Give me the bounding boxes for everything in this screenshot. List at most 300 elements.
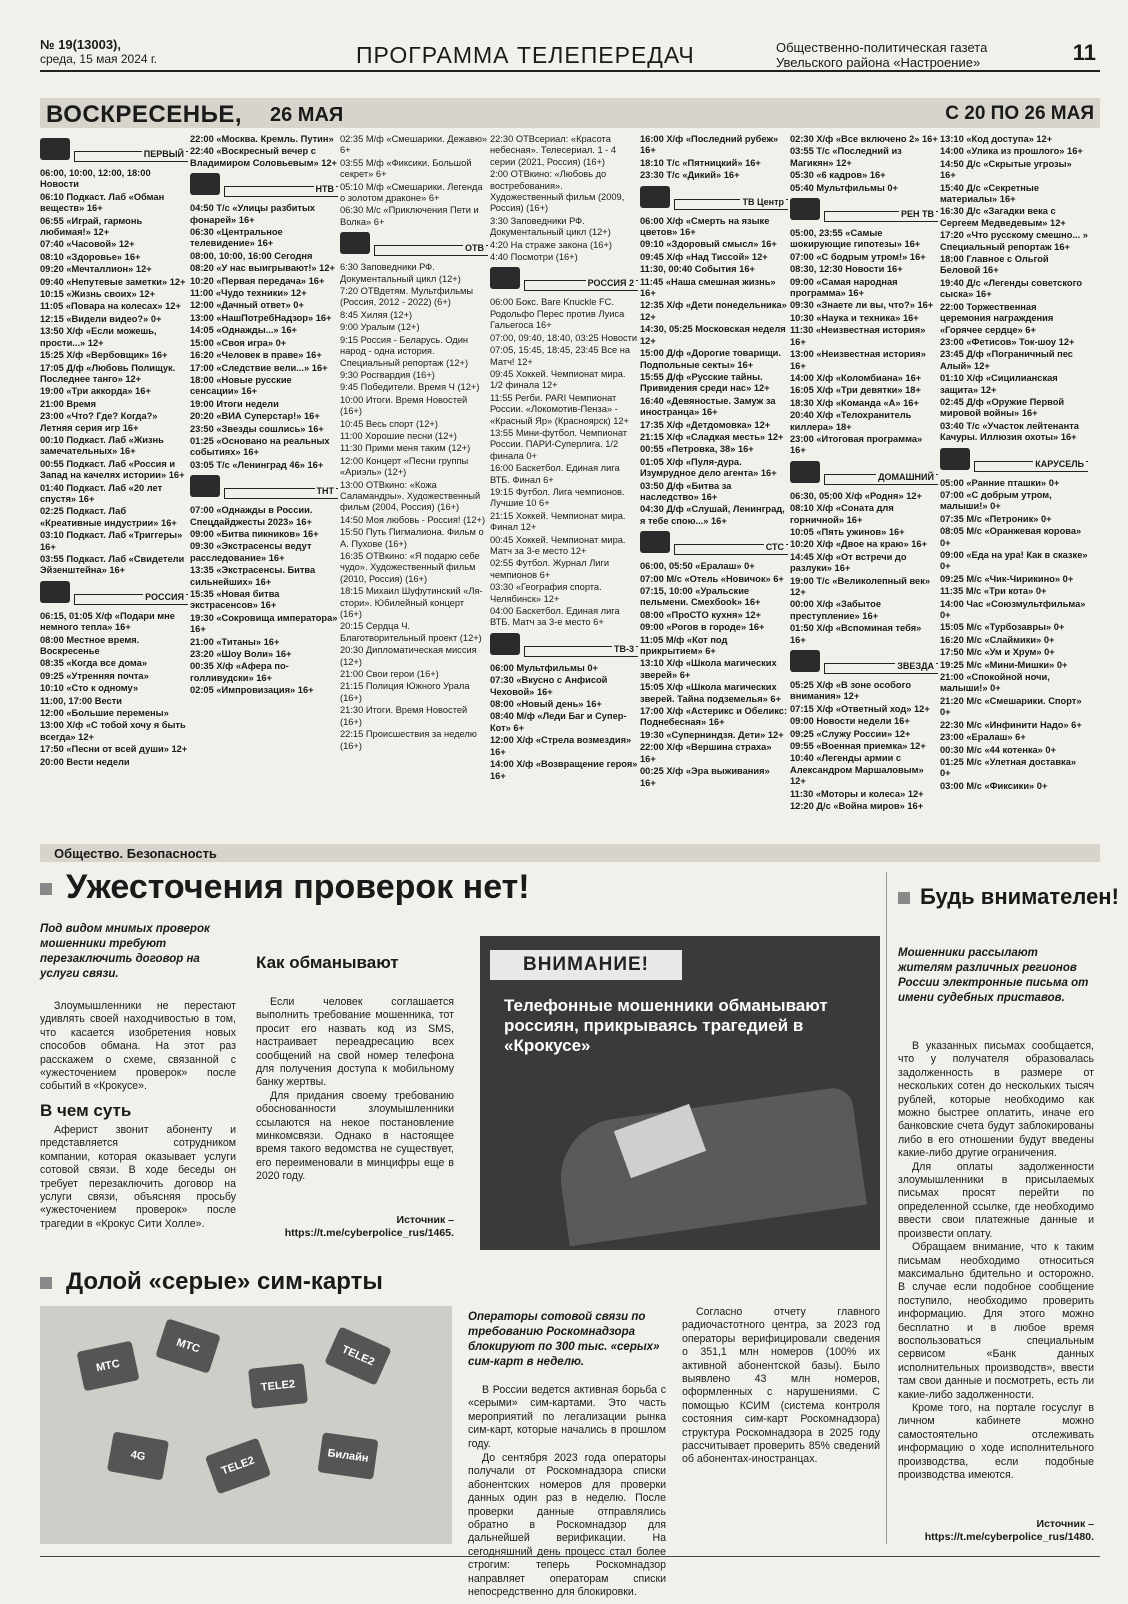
channel-name: ЗВЕЗДА xyxy=(897,661,934,672)
article3-headline xyxy=(40,1268,383,1296)
tv-program: 06:30 М/с «Приключения Пети и Волка» 6+ xyxy=(340,205,479,227)
channel-header xyxy=(40,581,188,607)
channel-logo-icon xyxy=(340,232,370,254)
tv-program: 14:50 Моя любовь - Россия! (12+) xyxy=(340,514,486,525)
issue-number: № 19(13003), xyxy=(40,37,121,52)
tv-program: 01:40 Подкаст. Лаб «20 лет спустя» 16+ xyxy=(40,482,163,504)
tv-program: 07:00 «С добрым утром, малыши!» 0+ xyxy=(940,489,1052,512)
sim-card: TELE2 xyxy=(324,1326,391,1385)
section-title: ПРОГРАММА ТЕЛЕПЕРЕДАЧ xyxy=(356,42,695,68)
tv-program: 11:55 Регби. PARI Чемпионат России. «Локомотив-Пенза» - «Красный Яр» (Красноярск) 12+ xyxy=(490,392,629,426)
article2-lead: Мошенники рассылают жителям различных регионов России электронные письма от имени судебных приставов. xyxy=(898,947,1089,1004)
article1-body2a-text: Если человек соглашается выполнить требование мошенника, тот просит его назвать код из SMS, настраивает переадресацию всех сообщений на свой номер телефона для получения доступа к мобильному банку жертвы. xyxy=(256,996,454,1089)
tv-program: 9:45 Победители. Время Ч (12+) xyxy=(340,382,480,393)
tv-program: 03:10 Подкаст. Лаб «Триггеры» 16+ xyxy=(40,530,183,552)
day-name: ВОСКРЕСЕНЬЕ, xyxy=(46,101,242,128)
page-number: 11 xyxy=(1072,40,1096,65)
tv-program: 13:50 Х/ф «Если можешь, прости...» 12+ xyxy=(40,326,157,348)
sim-card: TELE2 xyxy=(205,1438,271,1495)
tv-program: 14:00 «Улика из прошлого» 16+ xyxy=(940,146,1083,157)
channel-logo-icon xyxy=(40,138,70,160)
channel-header xyxy=(490,267,638,293)
tv-program: 00:00 Х/ф «Забытое преступление» 16+ xyxy=(790,599,881,621)
tv-program: 15:05 Х/ф «Школа магических зверей. Тайна подземелья» 6+ xyxy=(640,682,781,704)
tv-program: 09:10 «Здоровый смысл» 16+ xyxy=(640,239,777,250)
tv-program: 23:30 Т/с «Дикий» 16+ xyxy=(640,170,740,181)
tv-program: 11:05 М/ф «Кот под прикрытием» 6+ xyxy=(640,634,728,657)
channel-name: РЕН ТВ xyxy=(900,209,934,220)
tv-program: 00:30 М/с «44 котенка» 0+ xyxy=(940,744,1057,755)
article3-col2 xyxy=(682,1306,880,1550)
tv-program: 09:00 Новости недели 16+ xyxy=(790,716,910,727)
channel-logo-icon xyxy=(640,531,670,553)
tv-program: 11:35 М/с «Три кота» 0+ xyxy=(940,586,1047,597)
tv-program: 16:20 М/с «Слаймики» 0+ xyxy=(940,634,1055,645)
tv-program: 07:30 «Вкусно с Анфисой Чеховой» 16+ xyxy=(490,675,608,697)
tv-program: 08:00 «ПроСТО кухня» 12+ xyxy=(640,609,761,620)
tv-program: 08:00 «Новый день» 16+ xyxy=(490,699,602,710)
tv-column xyxy=(490,134,638,834)
channel-header xyxy=(790,650,938,676)
channel-header xyxy=(490,633,638,659)
article1-body1 xyxy=(40,1124,236,1231)
tv-program: 08:10 «Здоровье» 16+ xyxy=(40,251,141,262)
tv-program: 15:00 «Своя игра» 0+ xyxy=(190,337,287,348)
tv-program: 09:55 «Военная приемка» 12+ xyxy=(790,741,926,752)
channel-logo-icon xyxy=(490,633,520,655)
paper-line-2: Увельского района «Настроение» xyxy=(776,55,981,70)
channel-header xyxy=(940,448,1088,474)
tv-program: 06:30, 05:00 Х/ф «Родня» 12+ xyxy=(790,490,922,501)
tv-program: 6:30 Заповедники РФ. Документальный цикл (12+) xyxy=(340,262,461,284)
channel-name: ПЕРВЫЙ xyxy=(143,149,184,159)
tv-program: 09:25 «Утренняя почта» xyxy=(40,670,149,681)
tv-program: 11:30 «Моторы и колеса» 12+ xyxy=(790,788,924,799)
tv-program: 06:55 «Играй, гармонь любимая!» 12+ xyxy=(40,215,143,238)
tv-program: 00:10 Подкаст. Лаб «Жизнь замечательных» 16+ xyxy=(40,434,164,457)
tv-program: 4:40 Посмотри (16+) xyxy=(490,252,578,263)
tv-program: 22:00 Торжественная церемония награждения «Горячее сердце» 6+ xyxy=(940,301,1054,335)
tv-program: 20:40 Х/ф «Телохранитель киллера» 18+ xyxy=(790,410,912,432)
tv-program: 16:35 ОТВкино: «Я подарю себе чудо». Художественный фильм (2010, Россия) (16+) xyxy=(340,551,480,584)
channel-logo-icon xyxy=(790,650,820,672)
tv-program: 01:10 Х/ф «Сицилианская защита» 12+ xyxy=(940,373,1058,395)
tv-program: 22:30 М/с «Инфинити Надо» 6+ xyxy=(940,719,1082,730)
tv-program: 23:00 «Что? Где? Когда?» Летняя серия игр 16+ xyxy=(40,411,158,433)
sim-card: МТС xyxy=(76,1341,139,1392)
tv-program: 09:30 «Экстрасенсы ведут расследование» 16+ xyxy=(190,541,312,563)
tv-program: 09:00 «Самая народная программа» 16+ xyxy=(790,276,898,299)
tv-program: 17:50 «Песни от всей души» 12+ xyxy=(40,744,188,755)
tv-program: 11:05 «Повара на колесах» 12+ xyxy=(40,301,181,312)
tv-program: 16:00 Баскетбол. Единая лига ВТБ. Финал 6+ xyxy=(490,463,620,485)
tv-program: 14:00 Х/ф «Возвращение героя» 16+ xyxy=(490,759,638,781)
tv-program: 06:00, 10:00, 12:00, 18:00 Новости xyxy=(40,168,151,190)
tv-program: 03:50 Д/ф «Битва за наследство» 16+ xyxy=(640,480,732,502)
channel-logo-icon xyxy=(640,186,670,208)
page-header xyxy=(40,36,1100,72)
channel-name: РОССИЯ xyxy=(145,591,184,602)
tv-program: 05:00, 23:55 «Самые шокирующие гипотезы» 16+ xyxy=(790,228,921,250)
tv-program: 2:00 ОТВкино: «Любовь до востребования». Художественный фильм (2009, Россия) (16+) xyxy=(490,169,625,214)
column-divider xyxy=(886,872,887,1544)
channel-logo-icon xyxy=(790,461,820,483)
tv-program: 12:00 «Большие перемены» xyxy=(40,708,169,719)
tv-program: 21:20 М/с «Смешарики. Спорт» 0+ xyxy=(940,695,1082,718)
article3-p3: Согласно отчету главного радиочастотного центра, за 2023 год операторы верифицировали сведения о 351,1 млн номеров (100% их активной абонентской базы). Было выявлено 43 млн номеров, оформленных с нарушениями. С помощью КСИМ (система контроля состояния сим-карт Роскомнадзора) структура Роскомнадзора в 2025 году рассчитывает проверить 85% сведений об абонентах-иностранцах. xyxy=(682,1306,880,1466)
tv-program: 11:45 «Наша смешная жизнь» 16+ xyxy=(640,276,776,299)
tv-program: 07:00 «С бодрым утром!» 16+ xyxy=(790,251,926,262)
channel-logo-icon xyxy=(940,448,970,470)
tv-program: 06:15, 01:05 Х/ф «Подари мне немного тепла» 16+ xyxy=(40,610,175,633)
tv-program: 21:00 Время xyxy=(40,398,97,409)
tv-program: 19:00 «Три аккорда» 16+ xyxy=(40,386,151,397)
article2-body xyxy=(898,1040,1094,1482)
photo-banner: ВНИМАНИЕ! xyxy=(490,950,682,980)
tv-program: 19:25 М/с «Мини-Мишки» 0+ xyxy=(940,659,1068,670)
tv-program: 22:00 Х/ф «Вершина страха» 16+ xyxy=(640,742,772,764)
square-bullet-icon xyxy=(898,892,910,904)
tv-program: 08:35 «Когда все дома» xyxy=(40,658,148,669)
channel-header xyxy=(790,198,938,224)
channel-name: РОССИЯ 2 xyxy=(587,278,634,289)
tv-program: 08:40 М/ф «Леди Баг и Супер-Кот» 6+ xyxy=(490,711,627,733)
tv-program: 11:00, 17:00 Вести xyxy=(40,695,122,706)
article2-p3: Обращаем внимание, что к таким письмам необходимо относиться максимально бдительно и осторожно. В случае если подобное сообщение поступило, необходимо проверить информацию. Для этого можно бесплатно и в любое время воспользоваться специальным сервисом «Банк данных исполнительных производств», ввести там свои данные и посмотреть, есть ли какие-либо задолженности. xyxy=(898,1241,1094,1401)
tv-program: 23:45 Д/ф «Пограничный пес Алый» 12+ xyxy=(940,349,1073,371)
tv-program: 10:40 «Легенды армии с Александром Маршаловым» 12+ xyxy=(790,753,924,787)
tv-program: 15:05 М/с «Турбозавры» 0+ xyxy=(940,622,1065,633)
tv-column xyxy=(940,134,1088,834)
tv-program: 12:35 Х/ф «Дети понедельника» 12+ xyxy=(640,300,787,322)
tv-program: 17:00 «Следствие вели...» 16+ xyxy=(190,362,328,373)
tv-program: 22:15 Происшествия за неделю (16+) xyxy=(340,729,477,751)
tv-program: 15:40 Д/с «Секретные материалы» 16+ xyxy=(940,182,1040,205)
article3-lead: Операторы сотовой связи по требованию Роскомнадзора блокируют по 300 тыс. «серых» сим-карт в неделю. xyxy=(468,1311,660,1368)
tv-program: 16:30 Д/с «Загадки века с Сергеем Медведевым» 12+ xyxy=(940,206,1066,228)
tv-program: 09:45 Хоккей. Чемпионат мира. 1/2 финала 12+ xyxy=(490,368,626,391)
tv-program: 7:20 ОТВдетям. Мультфильмы (Россия, 2012 - 2022) (6+) xyxy=(340,286,474,308)
tv-program: 17:00 Х/ф «Астерикс и Обеликс: Поднебесная» 16+ xyxy=(640,706,788,728)
article1-headline xyxy=(40,868,530,907)
tv-program: 10:30 «Наука и техника» 16+ xyxy=(790,312,919,323)
article1-lead: Под видом мнимых проверок мошенники требуют перезаключить договор на услуги связи. xyxy=(40,923,210,980)
channel-logo-icon xyxy=(190,475,220,497)
channel-header xyxy=(790,461,938,487)
channel-name: КАРУСЕЛЬ xyxy=(1035,458,1084,469)
tv-program: 13:00 ОТВкино: «Кожа Саламандры». Художественный фильм (2004, Россия) (16+) xyxy=(340,479,481,513)
tv-program: 9:30 Росгвардия (16+) xyxy=(340,369,435,380)
tv-program: 4:20 На страже закона (16+) xyxy=(490,239,612,250)
tv-program: 05:40 Мультфильмы 0+ xyxy=(790,182,898,193)
tv-program: 03:55 М/ф «Фиксики. Большой секрет» 6+ xyxy=(340,157,472,180)
tv-program: 19:00 Т/с «Великолепный век» 12+ xyxy=(790,575,931,597)
tv-program: 09:00 «Битва пикников» 16+ xyxy=(190,528,319,539)
tv-program: 03:55 Т/с «Последний из Магикян» 12+ xyxy=(790,146,902,168)
tv-program: 21:15 Полиция Южного Урала (16+) xyxy=(340,681,470,703)
channel-name: СТС xyxy=(765,542,784,553)
article2-p4: Кроме того, на портале госуслуг в личном кабинете можно самостоятельно отслеживать информацию о ходе исполнительного производства, если подобные производства имеются. xyxy=(898,1401,1094,1481)
tv-program: 02:05 «Импровизация» 16+ xyxy=(190,685,314,696)
tv-column xyxy=(40,134,188,834)
tv-program: 00:25 Х/ф «Эра выживания» 16+ xyxy=(640,766,770,788)
tv-program: 05:10 М/ф «Смешарики. Легенда о золотом драконе» 6+ xyxy=(340,181,483,204)
tv-program: 09:00 «Рогов в городе» 16+ xyxy=(640,622,765,633)
tv-program: 09:25 «Служу России» 12+ xyxy=(790,728,911,739)
tv-program: 01:25 М/с «Улетная доставка» 0+ xyxy=(940,756,1077,779)
newspaper-name xyxy=(776,40,987,70)
tv-program: 14:00 Час «Союзмультфильма» 0+ xyxy=(940,598,1086,621)
tv-program: 18:15 Михаил Шуфутинский «Ля-стори». Юбилейный концерт (16+) xyxy=(340,586,483,620)
tv-program: 20:20 «ВИА Суперстар!» 16+ xyxy=(190,411,320,422)
article1-sub2: Как обманывают xyxy=(256,953,399,972)
week-range: С 20 ПО 26 МАЯ xyxy=(945,103,1094,124)
tv-program: 15:00 Д/ф «Дорогие товарищи. Подпольные секты» 16+ xyxy=(640,348,781,370)
tv-program: 13:55 Мини-футбол. Чемпионат России. ПАРИ-Суперлига. 1/2 финала 0+ xyxy=(490,427,628,461)
tv-program: 20:00 Вести недели xyxy=(40,756,130,767)
tv-program: 13:10 Х/ф «Школа магических зверей» 6+ xyxy=(640,658,777,680)
tv-program: 09:40 «Непутевые заметки» 12+ xyxy=(40,276,186,287)
tv-program: 06:00, 05:50 «Ералаш» 0+ xyxy=(640,561,755,572)
sim-card: МТС xyxy=(155,1318,221,1373)
tv-program: 12:00 Х/ф «Стрела возмездия» 16+ xyxy=(490,735,632,757)
warning-photo xyxy=(480,936,880,1250)
tv-program: 08:30, 12:30 Новости 16+ xyxy=(790,264,903,275)
tv-program: 08:00, 10:00, 16:00 Сегодня xyxy=(190,250,313,261)
tv-program: 14:45 Х/ф «От встречи до разлуки» 16+ xyxy=(790,551,907,574)
tv-program: 00:45 Хоккей. Чемпионат мира. Матч за 3-е место 12+ xyxy=(490,534,626,556)
tv-program: 03:00 М/с «Фиксики» 0+ xyxy=(940,780,1048,791)
tv-program: 01:05 Х/ф «Пуля-дура. Изумрудное дело агента» 16+ xyxy=(640,456,777,479)
tv-program: 10:20 Х/ф «Двое на краю» 16+ xyxy=(790,539,928,550)
tv-column xyxy=(190,134,338,834)
article1-intro xyxy=(40,1000,236,1094)
rubric-label: Общество. Безопасность xyxy=(54,846,217,861)
tv-program: 07:00 М/с «Отель «Новичок» 6+ xyxy=(640,573,784,584)
channel-header xyxy=(190,173,338,199)
channel-header xyxy=(640,186,788,212)
article3-p1: В России ведется активная борьба с «серыми» сим-картами. Это часть мероприятий по легализации рынка сим-карт, которые начались в прошлом году. xyxy=(468,1384,666,1450)
sim-card: 4G xyxy=(107,1431,169,1480)
tv-program: 09:30 «Знаете ли вы, что?» 16+ xyxy=(790,300,934,311)
tv-program: 22:00 «Москва. Кремль. Путин» xyxy=(190,134,334,144)
tv-program: 15:50 Путь Пигмалиона. Фильм о А. Пухове (16+) xyxy=(340,527,484,549)
tv-program: 09:45 Х/ф «Над Тиссой» 12+ xyxy=(640,251,768,262)
tv-program: 07:15, 10:00 «Уральские пельмени. Смехбook» 16+ xyxy=(640,586,761,608)
tv-program: 3:30 Заповедники РФ. Документальный цикл (12+) xyxy=(490,215,611,238)
channel-logo-icon xyxy=(790,198,820,220)
tv-program: 8:45 Хиляя (12+) xyxy=(340,309,413,320)
article1-body2 xyxy=(256,996,454,1184)
tv-program: 19:00 Итоги недели xyxy=(190,398,279,409)
tv-program: 23:50 «Звезды сошлись» 16+ xyxy=(190,423,324,434)
issue-info xyxy=(40,38,157,66)
tv-program: 06:30 «Центральное телевидение» 16+ xyxy=(190,227,283,249)
tv-program: 13:00 Х/ф «С тобой хочу я быть всегда» 12+ xyxy=(40,720,186,742)
square-bullet-icon xyxy=(40,883,52,895)
channel-name: ТНТ xyxy=(316,486,334,497)
tv-program: 02:55 Футбол. Журнал Лиги чемпионов 6+ xyxy=(490,558,610,580)
article3-col1 xyxy=(468,1384,666,1451)
tv-program: 11:00 Хорошие песни (12+) xyxy=(340,430,457,441)
tv-program: 12:00 Концерт «Песни группы «Ариэль» (12+) xyxy=(340,455,469,478)
tv-program: 02:25 Подкаст. Лаб «Креативные индустрии» 16+ xyxy=(40,506,177,528)
tv-program: 20:15 Сердца Ч. Благотворительный проект (12+) xyxy=(340,621,482,643)
tv-program: 02:45 Д/ф «Оружие Первой мировой войны» 16+ xyxy=(940,396,1065,419)
tv-program: 10:15 «Жизнь своих» 12+ xyxy=(40,289,156,300)
tv-program: 17:35 Х/ф «Детдомовка» 12+ xyxy=(640,419,771,430)
article2-headline-text: Будь внимателен! xyxy=(920,884,1119,909)
channel-name: ОТВ xyxy=(465,243,484,254)
tv-program: 13:35 «Экстрасенсы. Битва сильнейших» 16+ xyxy=(190,565,316,587)
channel-header xyxy=(340,232,488,258)
tv-program: 21:30 Итоги. Время Новостей (16+) xyxy=(340,705,468,727)
tv-program: 08:20 «У нас выигрывают!» 12+ xyxy=(190,263,335,274)
tv-program: 13:10 «Код доступа» 12+ xyxy=(940,134,1053,144)
tv-program: 14:05 «Однажды...» 16+ xyxy=(190,325,297,336)
tv-program: 07:00, 09:40, 18:40, 03:25 Новости xyxy=(490,332,638,343)
article1-intro-text: Злоумышленники не перестают удивлять своей находчивостью в том, что касается изобретения новых способов обмана. На этот раз расскажем о схеме, связанной с «ужесточением проверок» после событий в «Крокусе». xyxy=(40,1000,236,1093)
tv-program: 20:30 Дипломатическая миссия (12+) xyxy=(340,645,477,667)
tv-program: 00:55 Подкаст. Лаб «Россия и Запад на качелях истории» 16+ xyxy=(40,458,185,481)
tv-program: 03:30 «География спорта. Челябинск» 12+ xyxy=(490,582,602,604)
tv-program: 18:10 Т/с «Пятницкий» 16+ xyxy=(640,157,761,168)
hand-shape xyxy=(553,1086,867,1247)
tv-program: 00:55 «Петровка, 38» 16+ xyxy=(640,444,754,455)
tv-program: 19:30 «Суперниндзя. Дети» 12+ xyxy=(640,729,784,740)
tv-program: 23:00 «Фетисов» Ток-шоу 12+ xyxy=(940,336,1075,347)
tv-program: 16:00 Х/ф «Последний рубеж» 16+ xyxy=(640,134,779,156)
tv-program: 10:05 «Пять ужинов» 16+ xyxy=(790,526,905,537)
rubric-band xyxy=(40,844,1100,862)
article3-col1b xyxy=(468,1452,666,1599)
sim-cards-photo xyxy=(40,1306,452,1544)
tv-program: 15:25 Х/ф «Вербовщик» 16+ xyxy=(40,350,168,361)
tv-program: 06:00 Х/ф «Смерть на языке цветов» 16+ xyxy=(640,215,770,238)
tv-program: 16:20 «Человек в праве» 16+ xyxy=(190,350,322,361)
tv-program: 17:05 Д/ф «Любовь Полищук. Последнее танго» 12+ xyxy=(40,362,176,384)
sim-card: TELE2 xyxy=(248,1363,308,1409)
tv-program: 9:00 Уралым (12+) xyxy=(340,322,420,333)
article1-body1-text: Аферист звонит абоненту и представляется сотрудником компании, которая оказывает услуги сотовой связи. В ходе беседы он требует перезаключить договор на услуги связи, объясняя просьбу «ужесточением проверок» после трагедии в «Крокус Сити Холле». xyxy=(40,1124,236,1230)
square-bullet-icon xyxy=(40,1277,52,1289)
tv-program: 23:00 «Итоговая программа» 16+ xyxy=(790,433,923,456)
channel-header xyxy=(640,531,788,557)
tv-program: 13:00 «Неизвестная история» 16+ xyxy=(790,349,926,371)
article2-source: Источник – https://t.me/cyberpolice_rus/1480. xyxy=(924,1518,1094,1543)
tv-program: 18:00 Главное с Ольгой Беловой 16+ xyxy=(940,254,1049,276)
tv-program: 18:00 «Новые русские сенсации» 16+ xyxy=(190,374,292,397)
tv-program: 21:00 Свои герои (16+) xyxy=(340,669,439,680)
tv-program: 22:40 «Воскресный вечер с Владимиром Соловьевым» 12+ xyxy=(190,146,337,168)
tv-program: 07:05, 15:45, 18:45, 23:45 Все на Матч! 12+ xyxy=(490,345,631,367)
article2-p2: Для оплаты задолженности злоумышленники в присылаемых письмах просят перейти по определенной ссылке, где необходимо ввести свои платежные данные и произвести оплату. xyxy=(898,1160,1094,1240)
tv-program: 19:30 «Сокровища императора» 16+ xyxy=(190,612,338,635)
tv-program: 02:30 Х/ф «Все включено 2» 16+ xyxy=(790,134,938,144)
tv-program: 05:25 Х/ф «В зоне особого внимания» 12+ xyxy=(790,680,912,702)
tv-program: 11:30 Прими меня таким (12+) xyxy=(340,443,471,454)
channel-name: ТВ Центр xyxy=(742,196,784,207)
bottom-rule xyxy=(40,1556,1100,1557)
channel-header xyxy=(40,138,188,164)
tv-program: 06:10 Подкаст. Лаб «Обман веществ» 16+ xyxy=(40,191,165,214)
tv-program: 14:00 Х/ф «Коломбиана» 16+ xyxy=(790,372,922,383)
paper-line-1: Общественно-политическая газета xyxy=(776,40,988,55)
channel-logo-icon xyxy=(40,581,70,603)
tv-program: 01:50 Х/ф «Вспоминая тебя» 16+ xyxy=(790,623,922,645)
day-date: 26 МАЯ xyxy=(270,104,344,126)
tv-program: 14:30, 05:25 Московская неделя 12+ xyxy=(640,324,786,346)
tv-program: 07:35 М/с «Петроник» 0+ xyxy=(940,513,1052,524)
tv-program: 09:00 «Еда на ура! Как в сказке» 0+ xyxy=(940,550,1088,572)
article1-source: Источник – https://t.me/cyberpolice_rus/1465. xyxy=(284,1214,454,1239)
tv-program: 21:15 Хоккей. Чемпионат мира. Финал 12+ xyxy=(490,510,626,533)
tv-program: 17:50 М/с «Ум и Хрум» 0+ xyxy=(940,647,1055,658)
tv-program: 22:30 ОТВсериал: «Красота небесная». Телесериал. 1 - 4 серии (2021, Россия) (16+) xyxy=(490,134,617,167)
tv-program: 10:20 «Первая передача» 16+ xyxy=(190,275,325,286)
tv-program: 05:00 «Ранние пташки» 0+ xyxy=(940,477,1060,488)
tv-program: 10:10 «Сто к одному» xyxy=(40,683,139,694)
tv-program: 03:55 Подкаст. Лаб «Свидетели Эйзенштейна» 16+ xyxy=(40,554,185,576)
article1-headline-text: Ужесточения проверок нет! xyxy=(66,868,530,906)
tv-program: 05:30 «6 кадров» 16+ xyxy=(790,170,886,181)
day-band xyxy=(40,98,1100,128)
tv-program: 09:20 «Мечталлион» 12+ xyxy=(40,264,152,275)
tv-column xyxy=(640,134,788,834)
article3-headline-text: Долой «серые» сим-карты xyxy=(66,1268,383,1295)
tv-program: 06:00 Мультфильмы 0+ xyxy=(490,662,598,673)
channel-name: ДОМАШНИЙ xyxy=(878,471,934,482)
tv-program: 12:20 Д/с «Война миров» 16+ xyxy=(790,801,924,812)
tv-program: 10:00 Итоги. Время Новостей (16+) xyxy=(340,394,468,417)
channel-logo-icon xyxy=(190,173,220,195)
tv-program: 19:40 Д/с «Легенды советского сыска» 16+ xyxy=(940,277,1082,300)
tv-program: 04:50 Т/с «Улицы разбитых фонарей» 16+ xyxy=(190,203,316,225)
tv-program: 9:15 Россия - Беларусь. Один народ - одна история. Специальный репортаж (12+) xyxy=(340,334,469,368)
channel-name: ТВ-3 xyxy=(614,643,634,654)
tv-program: 09:25 М/с «Чик-Чирикино» 0+ xyxy=(940,573,1074,584)
tv-program: 01:25 «Основано на реальных событиях» 16+ xyxy=(190,435,330,458)
tv-program: 08:00 Местное время. Воскресенье xyxy=(40,634,140,657)
tv-program: 12:15 «Видели видео?» 0+ xyxy=(40,313,162,324)
tv-program: 04:00 Баскетбол. Единая лига ВТБ. Матч за 3-е место 6+ xyxy=(490,606,620,628)
tv-program: 08:05 М/с «Оранжевая корова» 0+ xyxy=(940,526,1082,548)
tv-program: 18:30 Х/ф «Команда «А» 16+ xyxy=(790,397,919,408)
issue-date: среда, 15 мая 2024 г. xyxy=(40,52,158,66)
tv-program: 03:40 Т/с «Участок лейтенанта Качуры. Иллюзия охоты» 16+ xyxy=(940,420,1079,443)
tv-program: 15:55 Д/ф «Русские тайны. Привидения среди нас» 12+ xyxy=(640,371,770,394)
tv-program: 04:30 Д/ф «Слушай, Ленинград, я тебе спою...» 16+ xyxy=(640,504,785,526)
photo-caption: Телефонные мошенники обманывают россиян, прикрываясь трагедией в «Крокусе» xyxy=(504,996,828,1055)
tv-program: 14:50 Д/с «Скрытые угрозы» 16+ xyxy=(940,158,1072,181)
tv-column xyxy=(790,134,938,834)
tv-program: 11:00 «Чудо техники» 12+ xyxy=(190,288,307,299)
tv-program: 17:20 «Что русскому смешно... » Специальный репортаж 16+ xyxy=(940,230,1088,252)
tv-program: 00:35 Х/ф «Афера по-голливудски» 16+ xyxy=(190,661,289,683)
tv-program: 07:40 «Часовой» 12+ xyxy=(40,239,135,250)
tv-program: 23:00 «Ералаш» 6+ xyxy=(940,732,1026,743)
article2-p1: В указанных письмах сообщается, что у получателя образовалась задолженность в размере от нескольких сотен до нескольких тысяч рублей, которые необходимо как можно быстрее оплатить, иначе его банковские счета будут заблокированы либо в его отношении будут введены какие-либо другие ограничения. xyxy=(898,1040,1094,1160)
tv-program: 12:00 «Дачный ответ» 0+ xyxy=(190,300,304,311)
article1-sub1: В чем суть xyxy=(40,1101,132,1120)
tv-program: 13:00 «НашПотребНадзор» 16+ xyxy=(190,312,332,323)
tv-program: 06:00 Бокс. Bare Knuckle FC. Родольфо Перес против Луиса Гальегоса 16+ xyxy=(490,297,625,331)
tv-program: 07:15 Х/ф «Ответный ход» 12+ xyxy=(790,703,930,714)
tv-program: 10:45 Весь спорт (12+) xyxy=(340,418,438,429)
tv-program: 03:05 Т/с «Ленинград 46» 16+ xyxy=(190,459,324,470)
channel-name: НТВ xyxy=(315,184,334,195)
tv-program: 16:05 Х/ф «Три девятки» 18+ xyxy=(790,385,921,396)
